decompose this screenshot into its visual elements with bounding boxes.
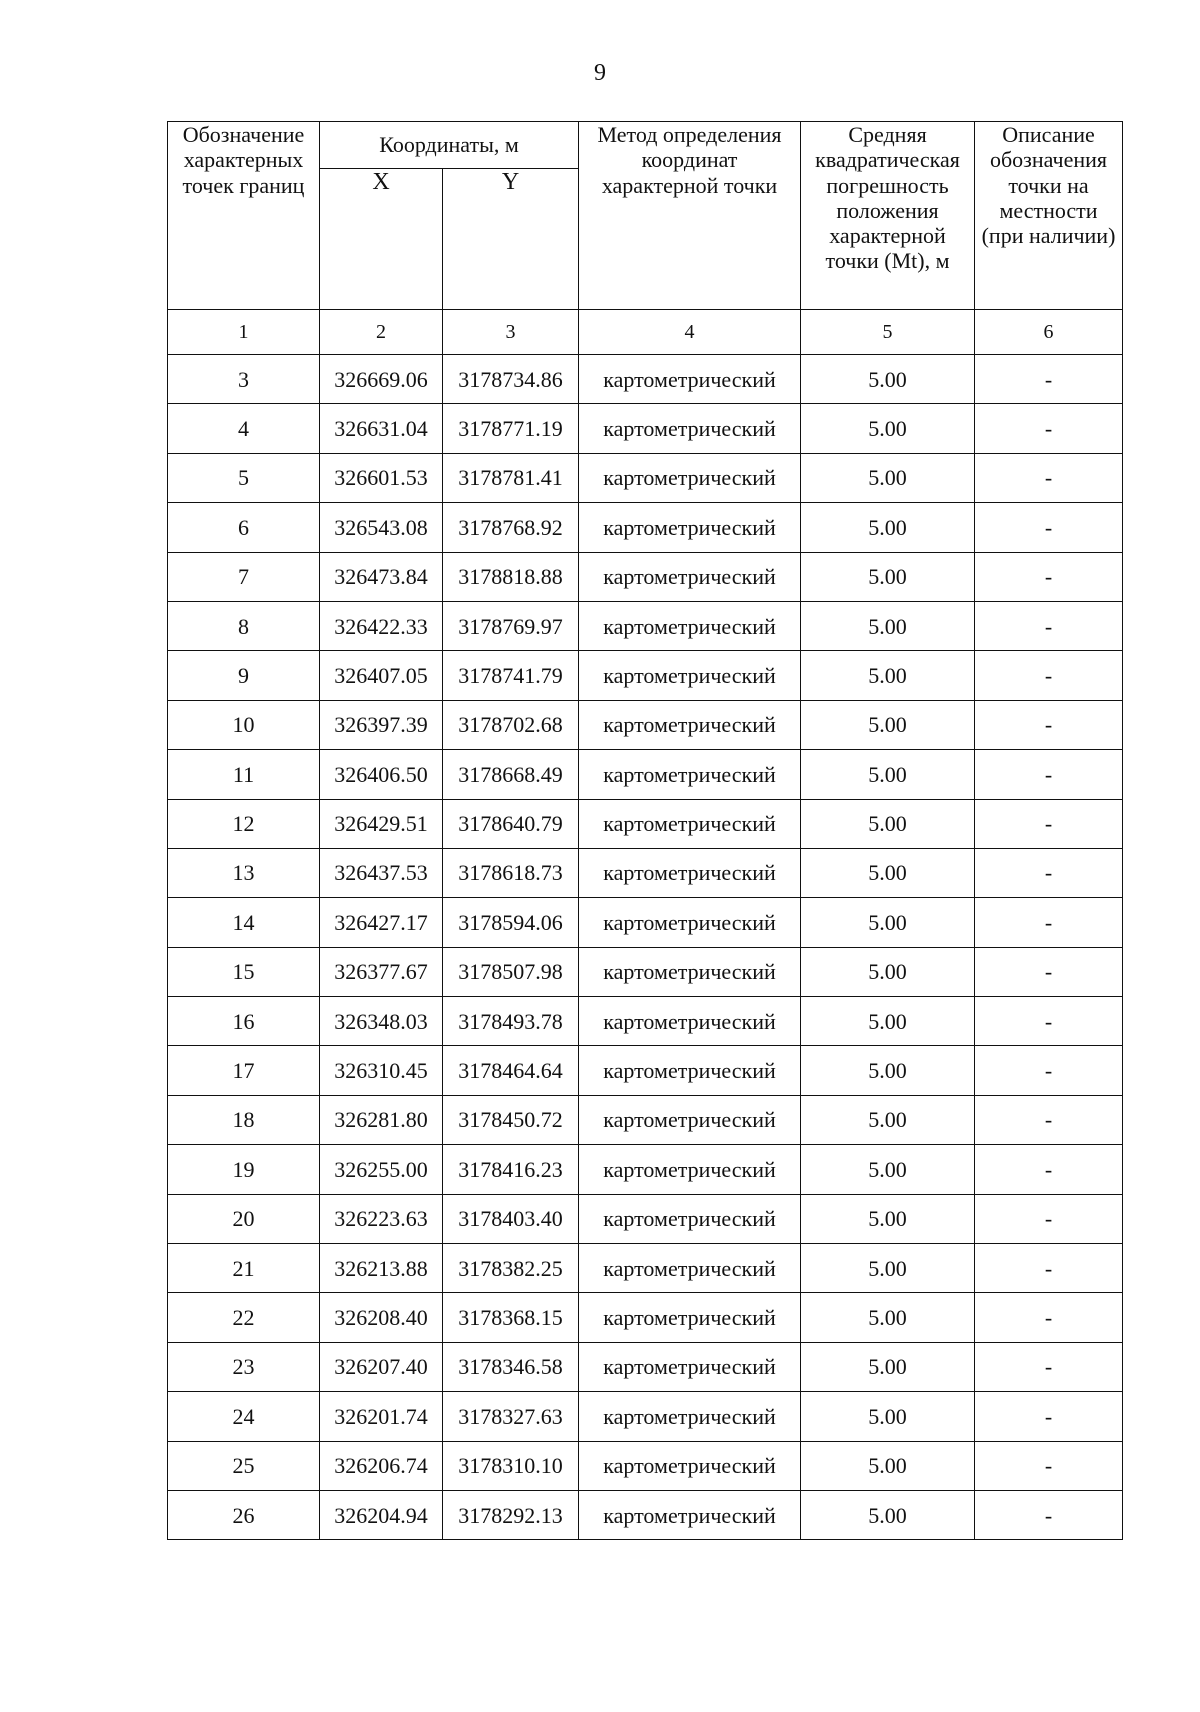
- cell-y: 3178493.78: [443, 997, 579, 1046]
- cell-error: 5.00: [801, 1244, 975, 1293]
- cell-method: картометрический: [579, 997, 801, 1046]
- column-numbers-row: [168, 310, 1123, 355]
- cell-point: 5: [168, 453, 320, 502]
- column-number: 5: [801, 310, 975, 355]
- table-row: [168, 1293, 1123, 1342]
- cell-description: -: [975, 1293, 1123, 1342]
- cell-y: 3178450.72: [443, 1095, 579, 1144]
- cell-description: -: [975, 1342, 1123, 1391]
- cell-point: 25: [168, 1441, 320, 1490]
- cell-error: 5.00: [801, 1392, 975, 1441]
- cell-method: картометрический: [579, 1342, 801, 1391]
- cell-method: картометрический: [579, 898, 801, 947]
- cell-error: 5.00: [801, 1095, 975, 1144]
- cell-error: 5.00: [801, 1490, 975, 1539]
- cell-description: -: [975, 799, 1123, 848]
- cell-description: -: [975, 997, 1123, 1046]
- cell-error: 5.00: [801, 453, 975, 502]
- cell-error: 5.00: [801, 404, 975, 453]
- cell-x: 326281.80: [320, 1095, 443, 1144]
- cell-description: -: [975, 601, 1123, 650]
- cell-method: картометрический: [579, 1490, 801, 1539]
- cell-description: -: [975, 1490, 1123, 1539]
- cell-x: 326397.39: [320, 700, 443, 749]
- cell-description: -: [975, 453, 1123, 502]
- cell-x: 326348.03: [320, 997, 443, 1046]
- cell-error: 5.00: [801, 503, 975, 552]
- table-row: [168, 453, 1123, 502]
- cell-method: картометрический: [579, 453, 801, 502]
- cell-y: 3178702.68: [443, 700, 579, 749]
- cell-method: картометрический: [579, 1392, 801, 1441]
- table-row: [168, 1490, 1123, 1539]
- cell-x: 326601.53: [320, 453, 443, 502]
- table-row: [168, 503, 1123, 552]
- cell-method: картометрический: [579, 601, 801, 650]
- cell-description: -: [975, 1194, 1123, 1243]
- cell-point: 16: [168, 997, 320, 1046]
- table-row: [168, 1244, 1123, 1293]
- cell-x: 326427.17: [320, 898, 443, 947]
- table-row: [168, 947, 1123, 996]
- cell-x: 326437.53: [320, 848, 443, 897]
- cell-point: 23: [168, 1342, 320, 1391]
- cell-point: 8: [168, 601, 320, 650]
- table-row: [168, 750, 1123, 799]
- cell-x: 326543.08: [320, 503, 443, 552]
- table-row: [168, 1046, 1123, 1095]
- cell-x: 326206.74: [320, 1441, 443, 1490]
- cell-point: 20: [168, 1194, 320, 1243]
- cell-y: 3178741.79: [443, 651, 579, 700]
- cell-x: 326204.94: [320, 1490, 443, 1539]
- cell-error: 5.00: [801, 1342, 975, 1391]
- cell-y: 3178507.98: [443, 947, 579, 996]
- table-row: [168, 651, 1123, 700]
- cell-y: 3178594.06: [443, 898, 579, 947]
- cell-y: 3178769.97: [443, 601, 579, 650]
- coordinates-table: [167, 121, 1123, 1540]
- cell-description: -: [975, 1046, 1123, 1095]
- cell-x: 326207.40: [320, 1342, 443, 1391]
- cell-method: картометрический: [579, 552, 801, 601]
- cell-x: 326310.45: [320, 1046, 443, 1095]
- cell-point: 26: [168, 1490, 320, 1539]
- cell-y: 3178368.15: [443, 1293, 579, 1342]
- cell-method: картометрический: [579, 700, 801, 749]
- cell-y: 3178818.88: [443, 552, 579, 601]
- cell-error: 5.00: [801, 1046, 975, 1095]
- cell-error: 5.00: [801, 997, 975, 1046]
- cell-method: картометрический: [579, 355, 801, 404]
- cell-method: картометрический: [579, 947, 801, 996]
- table-header: [168, 122, 1123, 355]
- cell-y: 3178327.63: [443, 1392, 579, 1441]
- cell-description: -: [975, 750, 1123, 799]
- cell-point: 17: [168, 1046, 320, 1095]
- table-row: [168, 997, 1123, 1046]
- column-number: 4: [579, 310, 801, 355]
- cell-x: 326223.63: [320, 1194, 443, 1243]
- cell-point: 13: [168, 848, 320, 897]
- cell-point: 22: [168, 1293, 320, 1342]
- cell-description: -: [975, 947, 1123, 996]
- cell-description: -: [975, 848, 1123, 897]
- column-number: 1: [168, 310, 320, 355]
- cell-error: 5.00: [801, 601, 975, 650]
- cell-x: 326208.40: [320, 1293, 443, 1342]
- cell-point: 11: [168, 750, 320, 799]
- table-row: [168, 700, 1123, 749]
- cell-error: 5.00: [801, 651, 975, 700]
- cell-point: 9: [168, 651, 320, 700]
- table-row: [168, 1194, 1123, 1243]
- table-row: [168, 552, 1123, 601]
- header-point: Обозначение характерных точек границ: [168, 122, 320, 310]
- cell-x: 326406.50: [320, 750, 443, 799]
- cell-method: картометрический: [579, 1145, 801, 1194]
- cell-error: 5.00: [801, 1441, 975, 1490]
- cell-y: 3178640.79: [443, 799, 579, 848]
- cell-method: картометрический: [579, 750, 801, 799]
- cell-description: -: [975, 1441, 1123, 1490]
- cell-y: 3178464.64: [443, 1046, 579, 1095]
- cell-error: 5.00: [801, 552, 975, 601]
- cell-method: картометрический: [579, 1194, 801, 1243]
- cell-method: картометрический: [579, 848, 801, 897]
- cell-point: 4: [168, 404, 320, 453]
- cell-description: -: [975, 355, 1123, 404]
- table-row: [168, 404, 1123, 453]
- table-row: [168, 848, 1123, 897]
- cell-point: 10: [168, 700, 320, 749]
- cell-y: 3178771.19: [443, 404, 579, 453]
- table-row: [168, 898, 1123, 947]
- table-body: [168, 355, 1123, 1540]
- header-error: Средняя квадратическая погрешность положения характерной точки (Mt), м: [801, 122, 975, 310]
- cell-description: -: [975, 1392, 1123, 1441]
- cell-y: 3178292.13: [443, 1490, 579, 1539]
- cell-description: -: [975, 1244, 1123, 1293]
- cell-error: 5.00: [801, 947, 975, 996]
- cell-x: 326213.88: [320, 1244, 443, 1293]
- cell-method: картометрический: [579, 1244, 801, 1293]
- cell-error: 5.00: [801, 1194, 975, 1243]
- cell-method: картометрический: [579, 799, 801, 848]
- cell-method: картометрический: [579, 404, 801, 453]
- cell-y: 3178618.73: [443, 848, 579, 897]
- cell-point: 19: [168, 1145, 320, 1194]
- cell-x: 326201.74: [320, 1392, 443, 1441]
- cell-error: 5.00: [801, 355, 975, 404]
- cell-y: 3178668.49: [443, 750, 579, 799]
- cell-description: -: [975, 1095, 1123, 1144]
- cell-point: 21: [168, 1244, 320, 1293]
- cell-x: 326429.51: [320, 799, 443, 848]
- column-number: 3: [443, 310, 579, 355]
- header-coords: Координаты, м: [320, 122, 579, 169]
- cell-description: -: [975, 404, 1123, 453]
- table-row: [168, 1342, 1123, 1391]
- cell-point: 14: [168, 898, 320, 947]
- cell-point: 24: [168, 1392, 320, 1441]
- table-row: [168, 1095, 1123, 1144]
- cell-y: 3178781.41: [443, 453, 579, 502]
- table-row: [168, 1441, 1123, 1490]
- cell-error: 5.00: [801, 1145, 975, 1194]
- cell-x: 326669.06: [320, 355, 443, 404]
- table-row: [168, 1145, 1123, 1194]
- column-number: 6: [975, 310, 1123, 355]
- cell-error: 5.00: [801, 898, 975, 947]
- table-row: [168, 1392, 1123, 1441]
- header-method: Метод определения координат характерной точки: [579, 122, 801, 310]
- cell-y: 3178346.58: [443, 1342, 579, 1391]
- cell-description: -: [975, 552, 1123, 601]
- cell-x: 326422.33: [320, 601, 443, 650]
- cell-y: 3178734.86: [443, 355, 579, 404]
- cell-y: 3178382.25: [443, 1244, 579, 1293]
- header-x: X: [320, 169, 443, 310]
- page-number: 9: [594, 60, 606, 86]
- cell-method: картометрический: [579, 1046, 801, 1095]
- cell-y: 3178310.10: [443, 1441, 579, 1490]
- cell-y: 3178403.40: [443, 1194, 579, 1243]
- cell-description: -: [975, 651, 1123, 700]
- cell-x: 326473.84: [320, 552, 443, 601]
- cell-method: картометрический: [579, 1095, 801, 1144]
- cell-point: 15: [168, 947, 320, 996]
- cell-error: 5.00: [801, 1293, 975, 1342]
- cell-error: 5.00: [801, 799, 975, 848]
- header-description: Описание обозначения точки на местности (при наличии): [975, 122, 1123, 310]
- cell-method: картометрический: [579, 1441, 801, 1490]
- cell-x: 326631.04: [320, 404, 443, 453]
- cell-description: -: [975, 700, 1123, 749]
- cell-point: 7: [168, 552, 320, 601]
- cell-method: картометрический: [579, 1293, 801, 1342]
- cell-error: 5.00: [801, 700, 975, 749]
- cell-error: 5.00: [801, 848, 975, 897]
- cell-method: картометрический: [579, 503, 801, 552]
- cell-x: 326407.05: [320, 651, 443, 700]
- cell-description: -: [975, 1145, 1123, 1194]
- table-row: [168, 601, 1123, 650]
- cell-point: 6: [168, 503, 320, 552]
- cell-description: -: [975, 503, 1123, 552]
- cell-y: 3178416.23: [443, 1145, 579, 1194]
- column-number: 2: [320, 310, 443, 355]
- cell-point: 18: [168, 1095, 320, 1144]
- table-row: [168, 355, 1123, 404]
- cell-x: 326255.00: [320, 1145, 443, 1194]
- cell-method: картометрический: [579, 651, 801, 700]
- header-y: Y: [443, 169, 579, 310]
- cell-point: 3: [168, 355, 320, 404]
- cell-point: 12: [168, 799, 320, 848]
- cell-error: 5.00: [801, 750, 975, 799]
- cell-x: 326377.67: [320, 947, 443, 996]
- cell-description: -: [975, 898, 1123, 947]
- cell-y: 3178768.92: [443, 503, 579, 552]
- table-row: [168, 799, 1123, 848]
